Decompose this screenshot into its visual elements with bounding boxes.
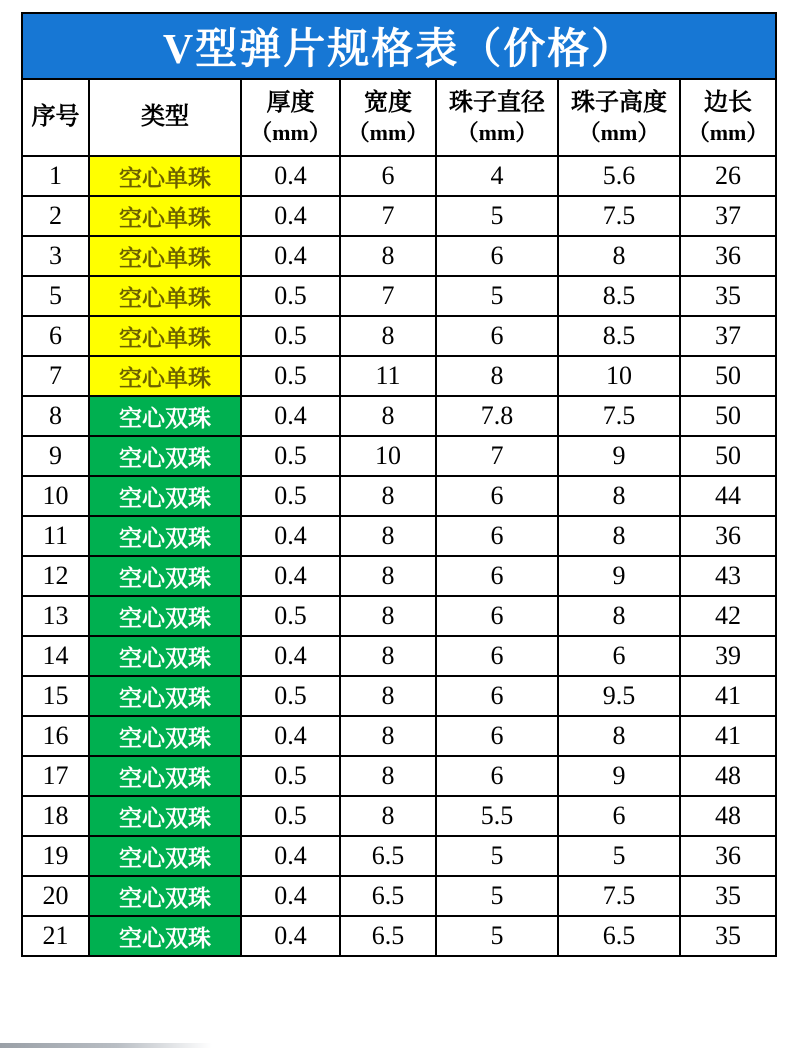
row-number-cell: 8 (22, 396, 89, 436)
type-cell: 空心双珠 (89, 636, 241, 676)
width-cell: 8 (340, 396, 436, 436)
col-header-thickness-label: 厚度 (266, 89, 315, 116)
thickness-cell: 0.5 (241, 356, 340, 396)
width-cell: 8 (340, 676, 436, 716)
thickness-cell: 0.4 (241, 156, 340, 196)
table-row (22, 636, 776, 676)
side-length-cell: 36 (680, 836, 776, 876)
side-length-cell: 35 (680, 876, 776, 916)
bead-height-cell: 9 (558, 756, 680, 796)
row-number-cell: 12 (22, 556, 89, 596)
bead-height-cell: 6 (558, 636, 680, 676)
width-cell: 8 (340, 596, 436, 636)
type-cell: 空心双珠 (89, 396, 241, 436)
side-length-cell: 35 (680, 276, 776, 316)
bead-height-cell: 7.5 (558, 876, 680, 916)
side-length-cell: 41 (680, 716, 776, 756)
bead-height-cell: 8.5 (558, 276, 680, 316)
row-number-cell: 18 (22, 796, 89, 836)
row-number-cell: 7 (22, 356, 89, 396)
spec-table (21, 12, 777, 957)
type-cell: 空心双珠 (89, 476, 241, 516)
type-cell: 空心双珠 (89, 556, 241, 596)
bead-diameter-cell: 5 (436, 276, 558, 316)
bead-height-cell: 8 (558, 476, 680, 516)
thickness-cell: 0.5 (241, 596, 340, 636)
thickness-cell: 0.4 (241, 556, 340, 596)
bead-height-cell: 10 (558, 356, 680, 396)
type-cell: 空心单珠 (89, 276, 241, 316)
bead-diameter-cell: 7.8 (436, 396, 558, 436)
width-cell: 8 (340, 316, 436, 356)
type-cell: 空心双珠 (89, 436, 241, 476)
table-row (22, 716, 776, 756)
table-body (22, 156, 776, 956)
width-cell: 8 (340, 756, 436, 796)
bead-diameter-cell: 6 (436, 676, 558, 716)
thickness-cell: 0.4 (241, 876, 340, 916)
bead-height-cell: 7.5 (558, 196, 680, 236)
thickness-cell: 0.5 (241, 796, 340, 836)
table-row (22, 676, 776, 716)
side-length-cell: 50 (680, 436, 776, 476)
table-row (22, 276, 776, 316)
table-row (22, 436, 776, 476)
bead-diameter-cell: 5 (436, 916, 558, 956)
bead-height-cell: 8 (558, 596, 680, 636)
width-cell: 8 (340, 236, 436, 276)
row-number-cell: 3 (22, 236, 89, 276)
col-header-type-label: 类型 (141, 103, 189, 130)
side-length-cell: 41 (680, 676, 776, 716)
row-number-cell: 17 (22, 756, 89, 796)
bead-height-cell: 9 (558, 436, 680, 476)
bead-diameter-cell: 8 (436, 356, 558, 396)
col-header-bead-diameter (436, 79, 558, 156)
col-header-side-length-label: 边长 (704, 89, 753, 116)
col-header-side-length (680, 79, 776, 156)
width-cell: 6 (340, 156, 436, 196)
bead-diameter-cell: 6 (436, 516, 558, 556)
thickness-cell: 0.5 (241, 276, 340, 316)
row-number-cell: 11 (22, 516, 89, 556)
bead-diameter-cell: 5 (436, 836, 558, 876)
width-cell: 8 (340, 796, 436, 836)
col-header-no-label: 序号 (31, 103, 80, 130)
width-cell: 8 (340, 636, 436, 676)
bead-diameter-cell: 6 (436, 236, 558, 276)
row-number-cell: 6 (22, 316, 89, 356)
table-row (22, 556, 776, 596)
bottom-partial-bar (0, 1043, 212, 1048)
type-cell: 空心双珠 (89, 796, 241, 836)
side-length-cell: 36 (680, 236, 776, 276)
bead-diameter-cell: 6 (436, 556, 558, 596)
bead-height-cell: 9 (558, 556, 680, 596)
col-header-width-label: 宽度 (364, 89, 412, 116)
table-row (22, 316, 776, 356)
side-length-cell: 36 (680, 516, 776, 556)
table-row (22, 876, 776, 916)
table-row (22, 916, 776, 956)
thickness-cell: 0.5 (241, 436, 340, 476)
bead-diameter-cell: 6 (436, 756, 558, 796)
title-row (22, 13, 776, 79)
row-number-cell: 1 (22, 156, 89, 196)
table-row (22, 196, 776, 236)
side-length-cell: 39 (680, 636, 776, 676)
side-length-cell: 37 (680, 196, 776, 236)
table-row (22, 796, 776, 836)
side-length-cell: 50 (680, 396, 776, 436)
row-number-cell: 5 (22, 276, 89, 316)
col-header-bead-height-unit: （mm） (578, 119, 660, 145)
width-cell: 8 (340, 556, 436, 596)
table-row (22, 356, 776, 396)
bead-height-cell: 5 (558, 836, 680, 876)
col-header-bead-diameter-unit: （mm） (456, 119, 538, 145)
type-cell: 空心双珠 (89, 516, 241, 556)
table-row (22, 516, 776, 556)
type-cell: 空心双珠 (89, 876, 241, 916)
width-cell: 8 (340, 476, 436, 516)
col-header-type (89, 79, 241, 156)
row-number-cell: 19 (22, 836, 89, 876)
page-title: V型弹片规格表（价格） (22, 13, 776, 79)
bead-diameter-cell: 5 (436, 876, 558, 916)
thickness-cell: 0.5 (241, 676, 340, 716)
bead-diameter-cell: 5 (436, 196, 558, 236)
bead-diameter-cell: 6 (436, 716, 558, 756)
col-header-bead-height-label: 珠子高度 (571, 89, 667, 116)
width-cell: 10 (340, 436, 436, 476)
thickness-cell: 0.4 (241, 396, 340, 436)
table-row (22, 396, 776, 436)
type-cell: 空心单珠 (89, 236, 241, 276)
width-cell: 7 (340, 276, 436, 316)
col-header-no (22, 79, 89, 156)
header-row (22, 79, 776, 156)
bead-height-cell: 6.5 (558, 916, 680, 956)
type-cell: 空心单珠 (89, 316, 241, 356)
bead-height-cell: 8 (558, 236, 680, 276)
bead-diameter-cell: 6 (436, 636, 558, 676)
width-cell: 7 (340, 196, 436, 236)
table-row (22, 476, 776, 516)
thickness-cell: 0.5 (241, 476, 340, 516)
width-cell: 6.5 (340, 916, 436, 956)
table-row (22, 836, 776, 876)
type-cell: 空心双珠 (89, 676, 241, 716)
width-cell: 6.5 (340, 836, 436, 876)
bead-diameter-cell: 6 (436, 476, 558, 516)
type-cell: 空心双珠 (89, 916, 241, 956)
type-cell: 空心双珠 (89, 836, 241, 876)
side-length-cell: 26 (680, 156, 776, 196)
bead-height-cell: 7.5 (558, 396, 680, 436)
type-cell: 空心双珠 (89, 596, 241, 636)
thickness-cell: 0.4 (241, 636, 340, 676)
thickness-cell: 0.4 (241, 916, 340, 956)
type-cell: 空心双珠 (89, 756, 241, 796)
side-length-cell: 35 (680, 916, 776, 956)
side-length-cell: 44 (680, 476, 776, 516)
width-cell: 6.5 (340, 876, 436, 916)
bead-height-cell: 9.5 (558, 676, 680, 716)
side-length-cell: 48 (680, 756, 776, 796)
bead-diameter-cell: 7 (436, 436, 558, 476)
col-header-width-unit: （mm） (347, 119, 429, 145)
col-header-bead-diameter-label: 珠子直径 (449, 89, 545, 116)
width-cell: 8 (340, 716, 436, 756)
row-number-cell: 9 (22, 436, 89, 476)
table-row (22, 236, 776, 276)
table-row (22, 756, 776, 796)
row-number-cell: 10 (22, 476, 89, 516)
thickness-cell: 0.4 (241, 836, 340, 876)
col-header-side-length-unit: （mm） (687, 119, 769, 145)
col-header-thickness (241, 79, 340, 156)
thickness-cell: 0.4 (241, 236, 340, 276)
type-cell: 空心双珠 (89, 716, 241, 756)
thickness-cell: 0.4 (241, 196, 340, 236)
table-row (22, 156, 776, 196)
side-length-cell: 48 (680, 796, 776, 836)
col-header-thickness-unit: （mm） (250, 119, 331, 145)
row-number-cell: 20 (22, 876, 89, 916)
thickness-cell: 0.4 (241, 716, 340, 756)
table-row (22, 596, 776, 636)
row-number-cell: 16 (22, 716, 89, 756)
bead-height-cell: 8.5 (558, 316, 680, 356)
width-cell: 11 (340, 356, 436, 396)
side-length-cell: 50 (680, 356, 776, 396)
thickness-cell: 0.5 (241, 316, 340, 356)
thickness-cell: 0.4 (241, 516, 340, 556)
bead-diameter-cell: 4 (436, 156, 558, 196)
row-number-cell: 15 (22, 676, 89, 716)
bead-diameter-cell: 5.5 (436, 796, 558, 836)
col-header-bead-height (558, 79, 680, 156)
type-cell: 空心单珠 (89, 356, 241, 396)
bead-height-cell: 8 (558, 716, 680, 756)
row-number-cell: 21 (22, 916, 89, 956)
bead-diameter-cell: 6 (436, 596, 558, 636)
bead-height-cell: 5.6 (558, 156, 680, 196)
row-number-cell: 14 (22, 636, 89, 676)
row-number-cell: 2 (22, 196, 89, 236)
col-header-width (340, 79, 436, 156)
bead-diameter-cell: 6 (436, 316, 558, 356)
row-number-cell: 13 (22, 596, 89, 636)
bead-height-cell: 8 (558, 516, 680, 556)
side-length-cell: 42 (680, 596, 776, 636)
thickness-cell: 0.5 (241, 756, 340, 796)
bead-height-cell: 6 (558, 796, 680, 836)
type-cell: 空心单珠 (89, 196, 241, 236)
type-cell: 空心单珠 (89, 156, 241, 196)
width-cell: 8 (340, 516, 436, 556)
side-length-cell: 43 (680, 556, 776, 596)
side-length-cell: 37 (680, 316, 776, 356)
